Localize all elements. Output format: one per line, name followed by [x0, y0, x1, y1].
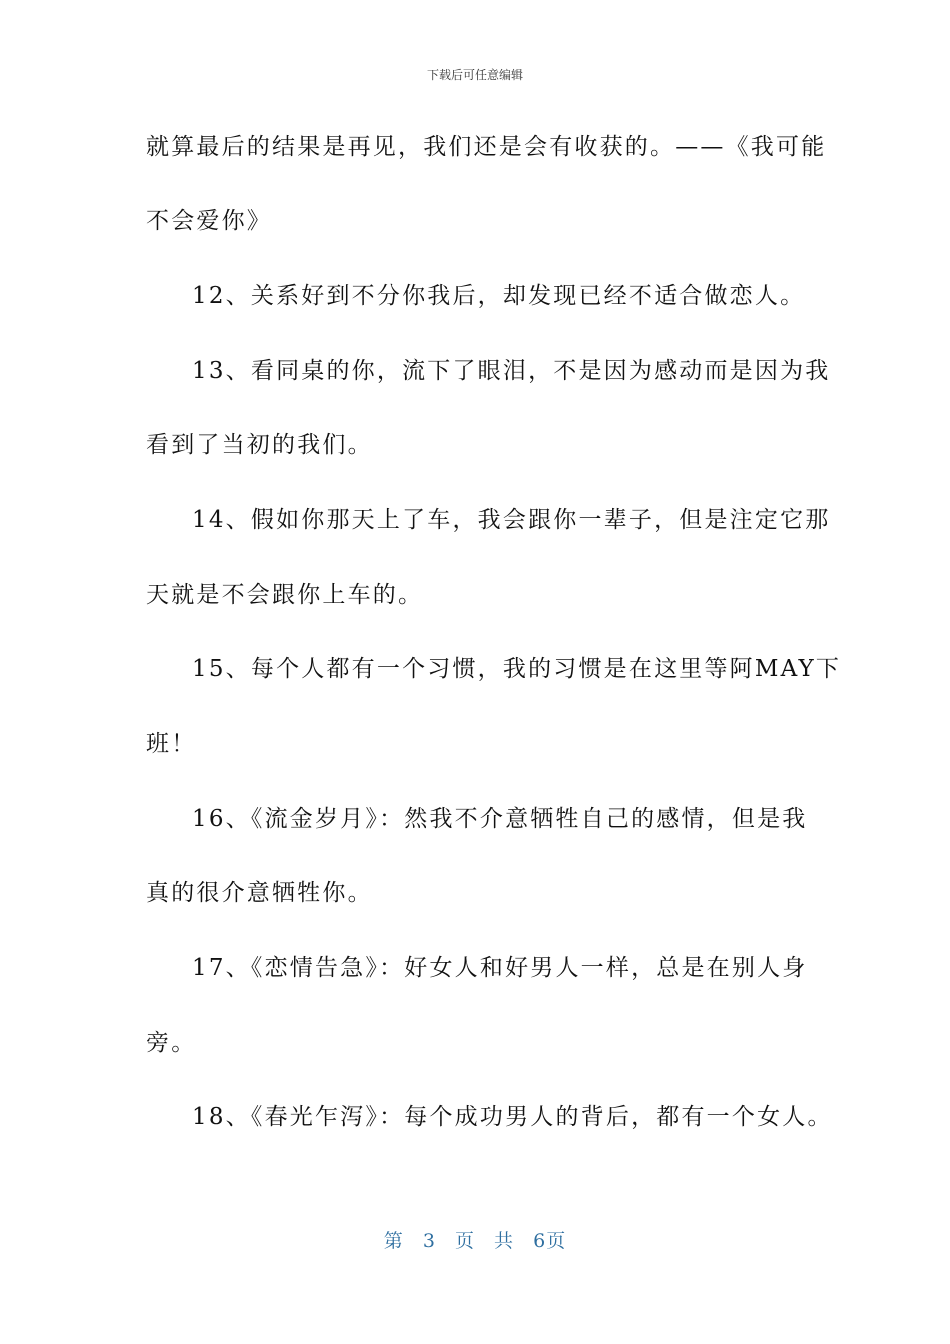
footer-di: 第: [383, 1230, 404, 1252]
footer-page-number: 3: [422, 1230, 436, 1252]
text-line-14: 18、《春光乍泻》：每个成功男人的背后，都有一个女人。: [192, 1104, 833, 1130]
footer-gong: 共: [494, 1230, 515, 1252]
text-line-4: 13、看同桌的你，流下了眼泪，不是因为感动而是因为我: [192, 358, 831, 384]
footer-ye: 页: [454, 1230, 475, 1252]
page-footer: [0, 1226, 950, 1253]
text-line-10: 16、《流金岁月》：然我不介意牺牲自己的感情，但是我: [192, 806, 808, 832]
text-line-2: 不会爱你》: [146, 208, 272, 234]
text-line-7: 天就是不会跟你上车的。: [146, 582, 424, 608]
text-line-9: 班！: [146, 731, 197, 757]
text-line-13: 旁。: [146, 1030, 197, 1056]
footer-total-pages: 6页: [533, 1230, 567, 1252]
page-header: 下载后可任意编辑: [426, 68, 523, 82]
text-line-5: 看到了当初的我们。: [146, 432, 373, 458]
text-line-6: 14、假如你那天上了车，我会跟你一辈子，但是注定它那: [192, 507, 831, 533]
text-line-3: 12、关系好到不分你我后，却发现已经不适合做恋人。: [192, 283, 806, 309]
text-line-8: 15、每个人都有一个习惯，我的习惯是在这里等阿MAY下: [192, 656, 842, 682]
text-line-11: 真的很介意牺牲你。: [146, 880, 373, 906]
text-line-12: 17、《恋情告急》：好女人和好男人一样，总是在别人身: [192, 955, 808, 981]
text-line-1: 就算最后的结果是再见，我们还是会有收获的。——《我可能: [146, 134, 827, 160]
